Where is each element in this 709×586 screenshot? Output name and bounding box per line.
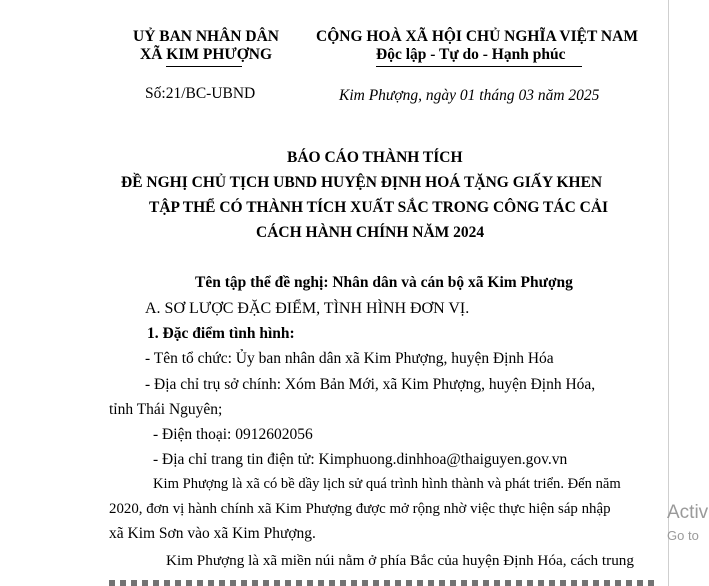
place-date: Kim Phượng, ngày 01 tháng 03 năm 2025 (339, 87, 600, 104)
address-line1: - Địa chỉ trụ sở chính: Xóm Bản Mới, xã Kim Phượng, huyện Định Hóa, (145, 376, 596, 393)
org-name: - Tên tổ chức: Ủy ban nhân dân xã Kim Phượng, huyện Định Hóa (145, 350, 554, 367)
geo-line1: Kim Phượng là xã miền núi nằm ở phía Bắc của huyện Định Hóa, cách trung (166, 552, 634, 569)
title-line2: ĐỀ NGHỊ CHỦ TỊCH UBND HUYỆN ĐỊNH HOÁ TẶNG GIẤY KHEN (121, 174, 603, 191)
cropped-text-line (109, 580, 657, 586)
title-line1: BÁO CÁO THÀNH TÍCH (287, 149, 463, 166)
section-a-heading: A. SƠ LƯỢC ĐẶC ĐIỂM, TÌNH HÌNH ĐƠN VỊ. (145, 300, 470, 317)
doc-number-prefix: Số: (145, 85, 166, 102)
doc-number-suffix: /BC-UBND (181, 85, 256, 102)
motto-underline (376, 66, 582, 67)
history-line1: Kim Phượng là xã có bề dầy lịch sử quá trình hình thành và phát triển. Đến năm (153, 476, 621, 492)
website: - Địa chỉ trang tin điện tử: Kimphuong.dinhhoa@thaiguyen.gov.vn (153, 451, 568, 468)
phone: - Điện thoại: 0912602056 (153, 426, 313, 443)
title-line4: CÁCH HÀNH CHÍNH NĂM 2024 (256, 224, 485, 241)
doc-number (145, 85, 255, 103)
page-edge (668, 0, 669, 586)
collective-name: Tên tập thể đề nghị: Nhân dân và cán bộ xã Kim Phượng (195, 274, 573, 291)
agency-line2: XÃ KIM PHƯỢNG (140, 46, 273, 63)
agency-underline (166, 66, 242, 67)
nation-line2: Độc lập - Tự do - Hạnh phúc (376, 46, 566, 63)
doc-number-value: 21 (165, 85, 182, 102)
section-1-heading: 1. Đặc điểm tình hình: (147, 325, 295, 342)
nation-line1: CỘNG HOÀ XÃ HỘI CHỦ NGHĨA VIỆT NAM (316, 28, 638, 45)
agency-line1: UỶ BAN NHÂN DÂN (133, 28, 279, 45)
history-line3: xã Kim Sơn vào xã Kim Phượng. (109, 525, 316, 542)
title-line3: TẬP THỂ CÓ THÀNH TÍCH XUẤT SẮC TRONG CÔNG TÁC CẢI (149, 199, 609, 216)
history-line2: 2020, đơn vị hành chính xã Kim Phượng được mở rộng nhờ việc thực hiện sáp nhập (109, 501, 611, 517)
watermark-line2: Go to (667, 528, 699, 543)
address-line2: tỉnh Thái Nguyên; (109, 401, 223, 418)
watermark-line1: Activ (667, 502, 709, 523)
